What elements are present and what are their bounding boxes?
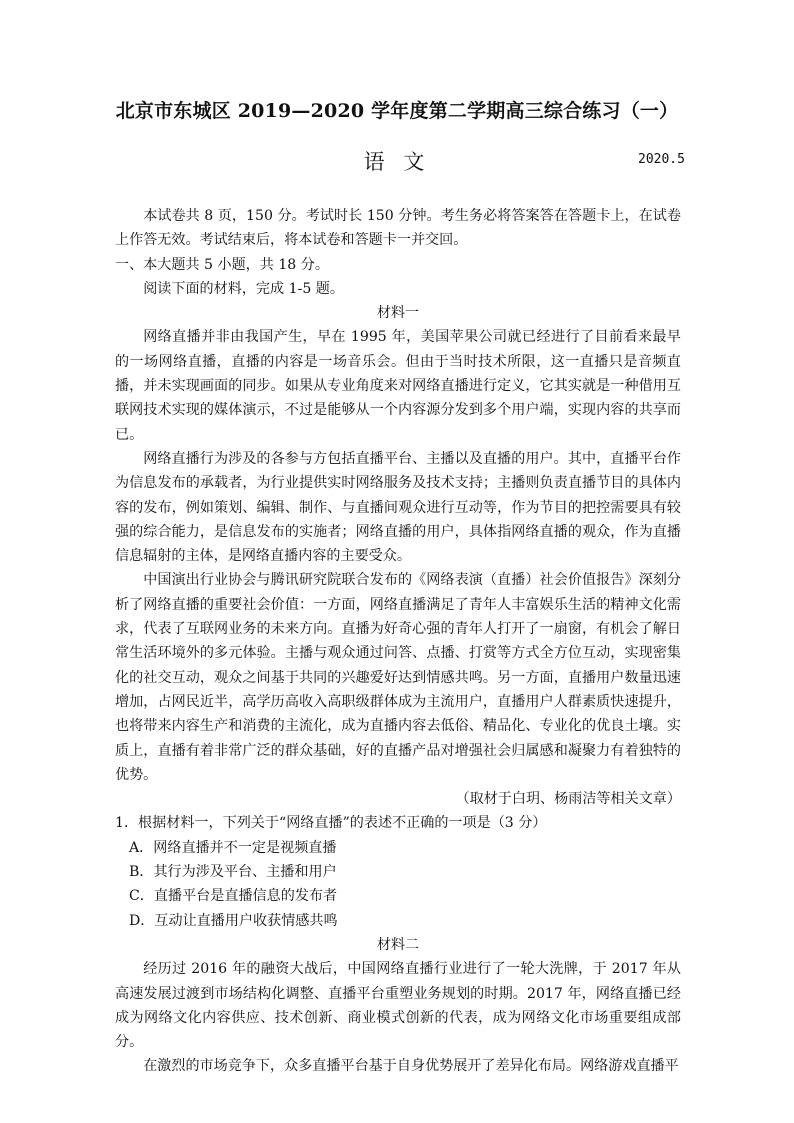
question-option-c: C．直播平台是直播信息的发布者 bbox=[129, 888, 338, 905]
material-two-heading: 材料二 bbox=[376, 936, 420, 953]
question-one-stem: 1．根据材料一，下列关于“网络直播”的表述不正确的一项是（3 分） bbox=[115, 815, 547, 832]
material-one-paragraph: 网络直播并非由我国产生，早在 1995 年，美国苹果公司就已经进行了目前看来最早的一场网络直播，直播的内容是一场音乐会。但由于当时技术所限，这一直播只是音频直播，并未实现画面的同步。如果从专业角度来对网络直播进行定义，它其实就是一种借用互联网技术实现的媒体演示，不过是能够从一个内容源分发到多个用户端，实现内容的共享而已。 bbox=[115, 329, 681, 443]
exam-title: 北京市东城区 2019—2020 学年度第二学期高三综合练习（一） bbox=[115, 100, 679, 122]
subject-title: 语 文 bbox=[363, 150, 431, 174]
material-one-paragraph: 中国演出行业协会与腾讯研究院联合发布的《网络表演（直播）社会价值报告》深刻分析了网络直播的重要社会价值：一方面，网络直播满足了青年人丰富娱乐生活的精神文化需求，代表了互联网业务的未来方向。直播为好奇心强的青年人打开了一扇窗，有机会了解日常生活环境外的多元体验。主播与观众通过问答、点播、打赏等方式全方位互动，实现密集化的社交互动，观众之间基于共同的兴趣爱好达到情感共鸣。另一方面，直播用户数量迅速增加，占网民近半，高学历高收入高职级群体成为主流用户，直播用户人群素质快速提升，也将带来内容生产和消费的主流化，成为直播内容去低俗、精品化、专业化的优良土壤。实质上，直播有着非常广泛的群众基础，好的直播产品对增强社会归属感和凝聚力有着独特的优势。 bbox=[115, 572, 681, 783]
question-option-d: D．互动让直播用户收获情感共鸣 bbox=[129, 912, 338, 929]
exam-body bbox=[115, 204, 681, 1079]
question-option-a: A．网络直播并不一定是视频直播 bbox=[129, 839, 337, 856]
reading-prompt: 阅读下面的材料，完成 1-5 题。 bbox=[143, 280, 344, 297]
material-two-paragraph: 在激烈的市场竞争下，众多直播平台基于自身优势展开了差异化布局。网络游戏直播平 bbox=[143, 1058, 679, 1075]
material-one-paragraph: 网络直播行为涉及的各参与方包括直播平台、主播以及直播的用户。其中，直播平台作为信息发布的承载者，为行业提供实时网络服务及技术支持；主播则负责直播节目的具体内容的发布，例如策划、编辑、制作、与直播间观众进行互动等，作为节目的把控需要具有较强的综合能力，是信息发布的实施者；网络直播的用户，具体指网络直播的观众，作为直播信息辐射的主体，是网络直播内容的主要受众。 bbox=[115, 450, 681, 565]
exam-instructions: 本试卷共 8 页，150 分。考试时长 150 分钟。考生务必将答案答在答题卡上，在试卷上作答无效。考试结束后，将本试卷和答题卡一并交回。 bbox=[115, 208, 681, 249]
exam-date: 2020.5 bbox=[638, 152, 685, 167]
material-one-source: （取材于白玥、杨雨洁等相关文章） bbox=[455, 791, 681, 808]
section-one-heading: 一、本大题共 5 小题，共 18 分。 bbox=[115, 256, 329, 273]
material-one-heading: 材料一 bbox=[376, 305, 420, 322]
material-two-paragraph: 经历过 2016 年的融资大战后，中国网络直播行业进行了一轮大洗牌，于 2017 年从高速发展过渡到市场结构化调整、直播平台重塑业务规划的时期。2017 年，网络直播已经成为网络文化内容供应、技术创新、商业模式创新的代表，成为网络文化市场重要组成部分。 bbox=[115, 961, 681, 1051]
question-option-b: B．其行为涉及平台、主播和用户 bbox=[129, 864, 337, 881]
